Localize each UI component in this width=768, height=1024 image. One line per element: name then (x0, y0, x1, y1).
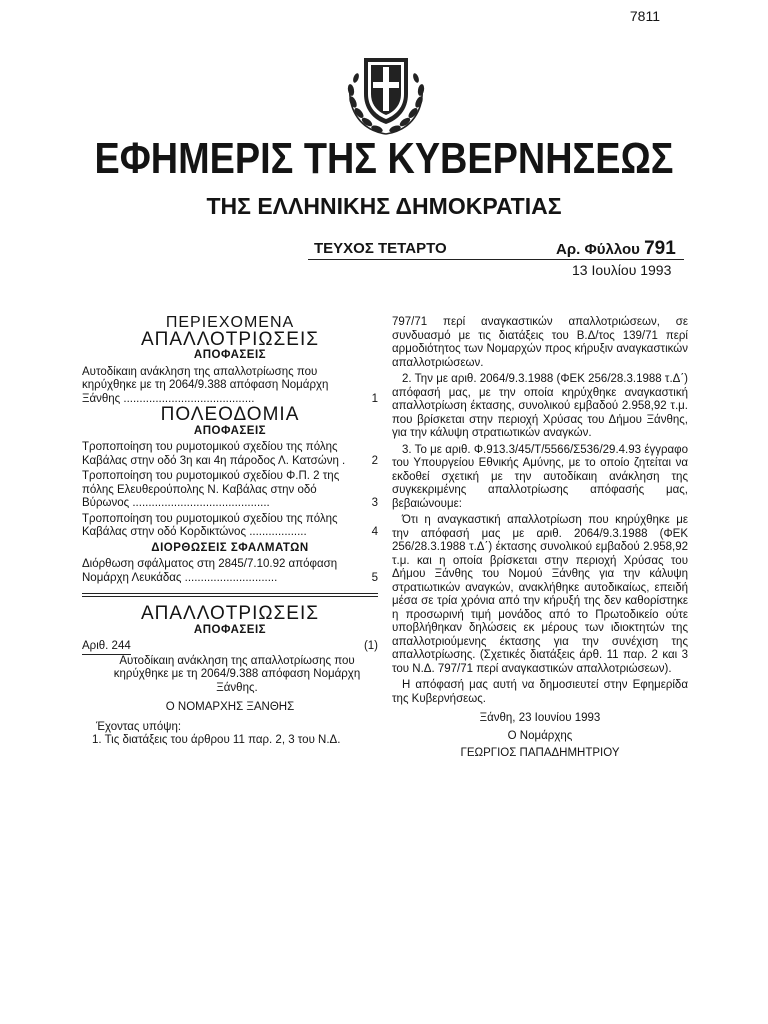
sheet-label: Αρ. Φύλλου (556, 241, 640, 258)
left-column (82, 314, 378, 751)
right-column (392, 316, 688, 761)
toc-entry-page: 5 (371, 571, 378, 584)
toc-subheading-decisions: ΑΠΟΦΑΣΕΙΣ (193, 424, 267, 437)
toc-entry (82, 558, 378, 585)
toc-entry-page: 4 (371, 526, 378, 538)
section-divider (82, 593, 378, 597)
paragraph-item-2: 2. Την με αριθ. 2064/9.3.1988 (ΦΕΚ 256/28.3.1988 τ.Δ΄) απόφασή μας, με την οποία κηρύχθηκε αναγκαστική απαλλοτρίωση έκτασης, συνολικού εμβαδού 2.958,92 τ.μ. που βρίσκεται στην περιοχή Χρύσας του Δήμου Ξάνθης, για την κάλυψη στρατιωτικών αναγκών. (392, 373, 688, 439)
signer-role: Ο Νομάρχης (507, 729, 573, 742)
decision-reference: (1) (363, 640, 378, 652)
issue-date: 13 Ιουλίου 1993 (572, 262, 672, 278)
section-heading-expropriations: ΑΠΑΛΛΟΤΡΙΩΣΕΙΣ (140, 603, 320, 624)
toc-section-corrections: ΔΙΟΡΘΩΣΕΙΣ ΣΦΑΛΜΑΤΩΝ (151, 541, 309, 554)
toc-heading: ΠΕΡΙΕΧΟΜΕΝΑ (165, 314, 295, 331)
sheet-number-label (556, 238, 676, 260)
paragraph-item-3: 3. Το με αριθ. Φ.913.3/45/Τ/5566/Σ536/29.4.93 έγγραφο του Υπουργείου Εθνικής Αμύνης, με το οποίο ζητείται να εκδοθεί σχετική με την αυτοδίκαιη ανάκληση της συγκεκριμένης απαλλοτρίωσης απόφασής μας, βεβαιώνουμε: (392, 443, 688, 510)
signer-name: ΓΕΩΡΓΙΟΣ ΠΑΠΑΔΗΜΗΤΡΙΟΥ (460, 747, 620, 759)
paragraph-item-1-continued: 797/71 περί αναγκαστικών απαλλοτριώσεων, σε συνδυασμό με τις διατάξεις του Β.Δ/τος 139/71 περί αρμοδιότητος των Νομαρχών προς κήρυξιν αναγκαστικών απαλλοτριώσεων. (392, 316, 688, 369)
toc-entry-page: 1 (371, 392, 378, 405)
toc-entry (82, 513, 378, 540)
toc-entry-page: 3 (371, 497, 378, 509)
gazette-subtitle: ΤΗΣ ΕΛΛΗΝΙΚΗΣ ΔΗΜΟΚΡΑΤΙΑΣ (206, 193, 562, 219)
gazette-title: ΕΦΗΜΕΡΙΣ ΤΗΣ ΚΥΒΕΡΝΗΣΕΩΣ (94, 134, 674, 183)
toc-entry-text: Αυτοδίκαιη ανάκληση της απαλλοτρίωσης που κηρύχθηκε με τη 2064/9.388 απόφαση Νομάρχη Ξάνθης ......................................... (82, 365, 329, 405)
sheet-number: 791 (644, 238, 676, 259)
page-number: 7811 (629, 8, 660, 24)
toc-subheading-decisions: ΑΠΟΦΑΣΕΙΣ (193, 349, 267, 361)
toc-entry-text: Τροποποίηση του ρυμοτομικού σχεδίου της πόλης Καβάλας στην οδό Κορδικτώνος .................. (82, 512, 338, 538)
toc-entry (82, 441, 378, 468)
toc-section-expropriations: ΑΠΑΛΛΟΤΡΙΩΣΕΙΣ (140, 328, 320, 350)
paragraph-publication: Η απόφασή μας αυτή να δημοσιευτεί στην Εφημερίδα της Κυβερνήσεως. (392, 679, 688, 705)
paragraph-item-1: 1. Τις διατάξεις του άρθρου 11 παρ. 2, 3 του Ν.Δ. (92, 734, 341, 746)
toc-section-urban-planning: ΠΟΛΕΟΔΟΜΙΑ (160, 404, 300, 425)
considering-label: Έχοντας υπόψη: (96, 720, 182, 733)
toc-entry (82, 366, 378, 407)
toc-entry-text: Διόρθωση σφάλματος στη 2845/7.10.92 απόφαση Νομάρχη Λευκάδας ............................. (82, 558, 338, 584)
toc-entry-text: Τροποποίηση του ρυμοτομικού σχεδίου της πόλης Καβάλας στην οδό 3η και 4η πάροδος Λ. Κατσώνη . (82, 441, 346, 467)
toc-entry-page: 2 (371, 454, 378, 467)
section-subheading-decisions: ΑΠΟΦΑΣΕΙΣ (193, 623, 267, 636)
decision-title: Αυτοδίκαιη ανάκληση της απαλλοτρίωσης που κηρύχθηκε με τη 2064/9.388 απόφαση Νομάρχη Ξάνθης. (113, 654, 361, 694)
toc-entry-text: Τροποποίηση του ρυμοτομικού σχεδίου Φ.Π. 2 της πόλης Ελευθερούπολης Ν. Καβάλας στην οδό Βύρωνος ........................................... (82, 470, 340, 509)
toc-entry (82, 470, 378, 511)
place-date: Ξάνθη, 23 Ιουνίου 1993 (479, 712, 601, 724)
issuing-authority: Ο ΝΟΜΑΡΧΗΣ ΞΑΝΘΗΣ (165, 701, 295, 713)
decision-number: Αριθ. 244 (82, 640, 131, 655)
issue-type: ΤΕΥΧΟΣ ΤΕΤΑΡΤΟ (314, 240, 447, 257)
paragraph-certification: Ότι η αναγκαστική απαλλοτρίωση που κηρύχθηκε με την απόφασή μας με αριθ. 2064/9.3.1988 (ΦΕΚ 256/28.3.1988 τ.Δ΄) έκτασης συνολικού εμβαδού 2.958,92 τ.μ. και η οποία βρίσκεται στην περιοχή Χρύσας του Δήμου Ξάνθης του Νομού Ξάνθης για την κάλυψη στρατιωτικών αναγκών, ανακλήθηκε αυτοδικαίως, επειδή μέσα σε τρία χρόνια από την κήρυξή της δεν καθορίστηκε η προσωρινή τιμή μονάδος από το Πρωτοδικείο ούτε υποβλήθηκαν δηλώσεις εκ μέρους των ιδιοκτητών της απαλλοτριούμενης έκτασης για την συνέχιση της απαλλοτρίωσης. (Σχετικές διατάξεις άρθ. 11 παρ. 2 και 3 του Ν.Δ. 797/71 περί αναγκαστικών απαλλοτριώσεων). (392, 514, 688, 675)
greek-coat-of-arms-icon (342, 46, 430, 140)
decision-number-line (82, 640, 378, 655)
